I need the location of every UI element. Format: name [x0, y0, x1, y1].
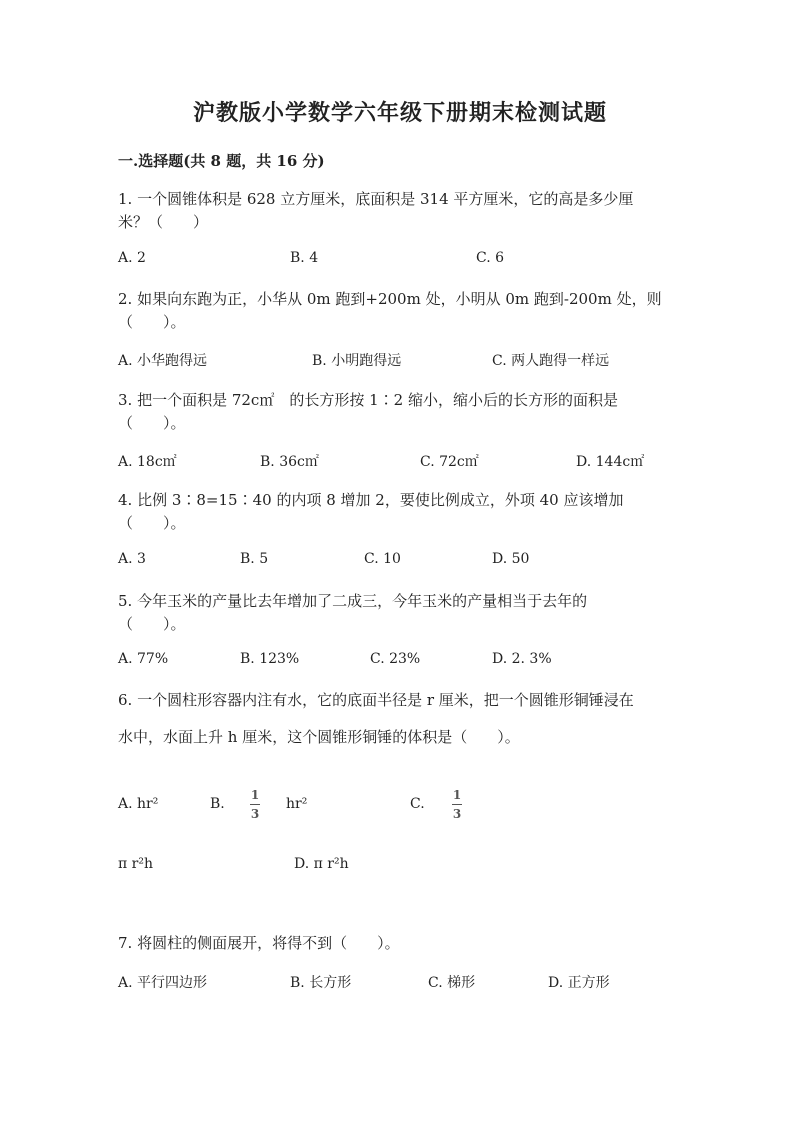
q6-fraction-b [250, 788, 260, 821]
question-6-line2: 水中，水面上升 h 厘米，这个圆锥形铜锤的体积是（ ）。 [118, 728, 520, 746]
fraction-bar [250, 804, 260, 805]
section-heading: 一.选择题(共 8 题，共 16 分) [118, 152, 325, 170]
question-3-line1: 3. 把一个面积是 72c㎡ 的长方形按 1∶2 缩小，缩小后的长方形的面积是 [118, 391, 618, 409]
q4-option-a: A. 3 [118, 551, 146, 567]
question-6-line1: 6. 一个圆柱形容器内注有水，它的底面半径是 r 厘米，把一个圆锥形铜锤浸在 [118, 691, 634, 709]
q2-option-a: A. 小华跑得远 [118, 353, 208, 369]
question-5-line1: 5. 今年玉米的产量比去年增加了二成三，今年玉米的产量相当于去年的 [118, 592, 588, 610]
q3-option-a: A. 18c㎡ [118, 454, 177, 470]
q6-option-b-tail: hr² [286, 796, 308, 812]
q3-option-c: C. 72c㎡ [420, 454, 479, 470]
q5-option-b: B. 123% [240, 651, 300, 667]
q6-fraction-c [452, 788, 462, 821]
question-2-line2: （ ）。 [118, 313, 186, 331]
q6-option-d: D. π r²h [294, 856, 349, 872]
page-title: 沪教版小学数学六年级下册期末检测试题 [192, 100, 607, 126]
question-2-line1: 2. 如果向东跑为正，小华从 0m 跑到+200m 处，小明从 0m 跑到-200m 处，则 [118, 290, 662, 308]
q4-option-b: B. 5 [240, 551, 269, 567]
question-7-line1: 7. 将圆柱的侧面展开，将得不到（ ）。 [118, 934, 400, 952]
fraction-numerator: 1 [250, 788, 260, 802]
question-3-line2: （ ）。 [118, 414, 186, 432]
question-1-line1: 1. 一个圆锥体积是 628 立方厘米，底面积是 314 平方厘米，它的高是多少厘 [118, 190, 634, 208]
q7-option-d: D. 正方形 [548, 975, 610, 991]
q2-option-c: C. 两人跑得一样远 [492, 353, 610, 369]
q5-option-a: A. 77% [118, 651, 169, 667]
q6-option-a: A. hr² [118, 796, 159, 812]
fraction-numerator: 1 [452, 788, 462, 802]
question-4-line1: 4. 比例 3∶8=15∶40 的内项 8 增加 2，要使比例成立，外项 40 应该增加 [118, 491, 624, 509]
q3-option-d: D. 144c㎡ [576, 454, 645, 470]
question-4-line2: （ ）。 [118, 514, 186, 532]
q2-option-b: B. 小明跑得远 [312, 353, 402, 369]
q5-option-d: D. 2. 3% [492, 651, 552, 667]
q7-option-b: B. 长方形 [290, 975, 352, 991]
q4-option-d: D. 50 [492, 551, 530, 567]
q5-option-c: C. 23% [370, 651, 421, 667]
q4-option-c: C. 10 [364, 551, 401, 567]
fraction-denominator: 3 [250, 807, 260, 821]
q1-option-c: C. 6 [476, 250, 505, 266]
q6-option-c-tail: π r²h [118, 856, 153, 872]
q3-option-b: B. 36c㎡ [260, 454, 319, 470]
q6-option-c: C. [410, 796, 425, 812]
question-1-line2: 米？（ ） [118, 213, 209, 231]
question-5-line2: （ ）。 [118, 615, 186, 633]
q6-option-b: B. [210, 796, 225, 812]
q7-option-a: A. 平行四边形 [118, 975, 208, 991]
q1-option-a: A. 2 [118, 250, 146, 266]
q1-option-b: B. 4 [290, 250, 319, 266]
q7-option-c: C. 梯形 [428, 975, 476, 991]
fraction-bar [452, 804, 462, 805]
fraction-denominator: 3 [452, 807, 462, 821]
